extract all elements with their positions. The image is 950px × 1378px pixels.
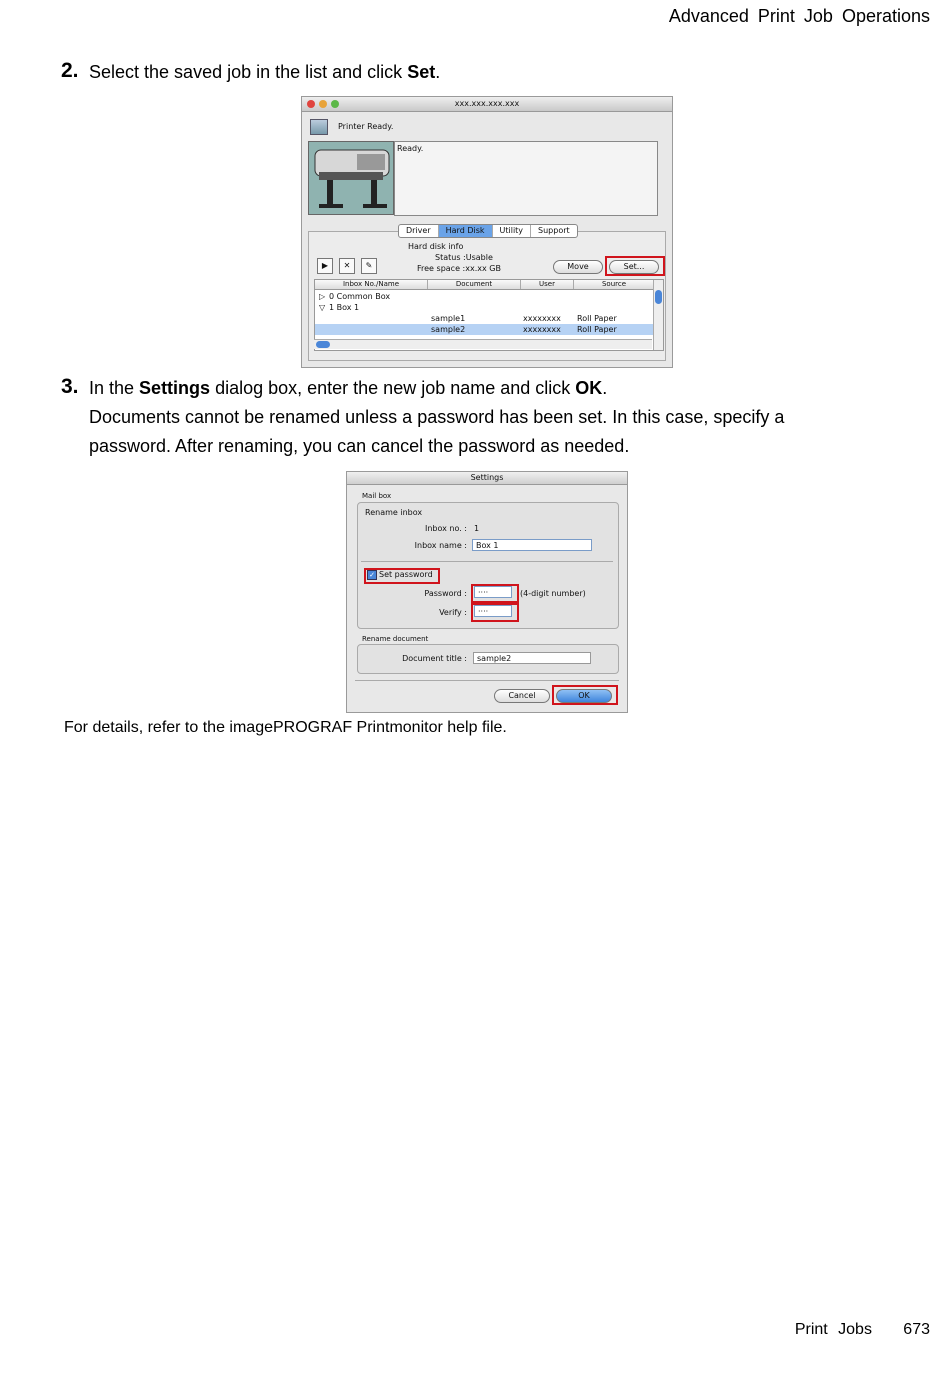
status-line: Status :Usable bbox=[435, 253, 493, 262]
set-password-checkbox[interactable] bbox=[367, 570, 377, 580]
step-2-text-bold: Set bbox=[407, 62, 436, 82]
free-space-line: Free space :xx.xx GB bbox=[417, 264, 501, 273]
mail-box-label: Mail box bbox=[362, 492, 392, 500]
cancel-button[interactable]: Cancel bbox=[494, 689, 550, 703]
help-note: For details, refer to the imagePROGRAF Printmonitor help file. bbox=[64, 719, 507, 736]
horizontal-scrollbar[interactable] bbox=[314, 339, 652, 349]
password-label: Password : bbox=[424, 589, 467, 598]
status-message-box bbox=[394, 141, 658, 216]
delete-job-button[interactable] bbox=[339, 258, 355, 274]
step-3-text-post: . bbox=[602, 378, 608, 398]
row-source: Roll Paper bbox=[577, 314, 617, 323]
dialog-title: Settings bbox=[347, 472, 627, 485]
tab-support[interactable]: Support bbox=[538, 226, 570, 235]
checkmark-icon: ✓ bbox=[369, 571, 375, 579]
footer-section: Print Jobs bbox=[794, 1321, 872, 1338]
printer-status-text: Printer Ready. bbox=[338, 122, 394, 131]
tab-utility[interactable]: Utility bbox=[493, 225, 532, 237]
set-password-label: Set password bbox=[379, 570, 433, 579]
document-title-input[interactable]: sample2 bbox=[473, 652, 591, 664]
row-user: xxxxxxxx bbox=[523, 314, 561, 323]
window-title: xxx.xxx.xxx.xxx bbox=[454, 99, 520, 108]
tab-driver[interactable]: Driver bbox=[399, 225, 439, 237]
job-list-header bbox=[315, 280, 663, 290]
job-list-row[interactable] bbox=[315, 313, 653, 324]
step-3-text bbox=[89, 378, 607, 399]
step-3-text-pre: In the bbox=[89, 378, 140, 398]
column-inbox[interactable]: Inbox No./Name bbox=[315, 280, 428, 289]
set-button[interactable]: Set... bbox=[609, 260, 659, 274]
row-user: xxxxxxxx bbox=[523, 325, 561, 334]
printmonitor-window bbox=[301, 96, 673, 368]
printer-illustration-icon bbox=[309, 142, 393, 214]
verify-label: Verify : bbox=[439, 608, 467, 617]
inbox-name-input[interactable]: Box 1 bbox=[472, 539, 592, 551]
column-document[interactable]: Document bbox=[428, 280, 521, 289]
inbox-name-label: Inbox name : bbox=[414, 541, 467, 550]
step-2-text-post: . bbox=[435, 62, 441, 82]
row-name: 0 Common Box bbox=[329, 292, 391, 301]
row-source: Roll Paper bbox=[577, 325, 617, 334]
step-3-text-mid: dialog box, enter the new job name and click bbox=[210, 378, 576, 398]
tab-hard-disk[interactable]: Hard Disk bbox=[439, 225, 493, 237]
printer-image bbox=[308, 141, 394, 215]
job-list-row[interactable] bbox=[315, 302, 653, 313]
password-hint: (4-digit number) bbox=[520, 589, 586, 598]
page-number: 673 bbox=[903, 1321, 930, 1338]
rename-inbox-label: Rename inbox bbox=[365, 508, 423, 517]
step-3-paragraph bbox=[89, 403, 784, 461]
move-button[interactable]: Move bbox=[553, 260, 603, 274]
preview-job-button[interactable] bbox=[361, 258, 377, 274]
collapse-triangle-icon[interactable]: ▽ bbox=[319, 303, 326, 312]
inbox-no-value: 1 bbox=[474, 524, 480, 533]
ok-button[interactable]: OK bbox=[556, 689, 612, 703]
horizontal-scroll-thumb[interactable] bbox=[316, 341, 330, 348]
column-source[interactable]: Source bbox=[574, 280, 655, 289]
step-2-number: 2. bbox=[61, 59, 79, 82]
step-3-text-bold-settings: Settings bbox=[139, 378, 211, 398]
divider bbox=[355, 680, 619, 681]
rename-document-label: Rename document bbox=[362, 635, 429, 643]
page-footer bbox=[795, 1321, 930, 1339]
document-title-label: Document title : bbox=[402, 654, 467, 663]
paragraph-line-2: password. After renaming, you can cancel the password as needed. bbox=[89, 436, 630, 456]
window-titlebar bbox=[302, 97, 672, 112]
step-2-text-pre: Select the saved job in the list and click bbox=[89, 62, 408, 82]
printer-status-icon bbox=[310, 119, 328, 135]
settings-dialog bbox=[346, 471, 628, 713]
divider bbox=[361, 561, 613, 562]
play-button[interactable] bbox=[317, 258, 333, 274]
vertical-scroll-thumb[interactable] bbox=[655, 290, 662, 304]
vertical-scrollbar[interactable] bbox=[653, 280, 663, 350]
running-header: Advanced Print Job Operations bbox=[668, 6, 930, 26]
column-user[interactable]: User bbox=[521, 280, 574, 289]
status-message-text: Ready. bbox=[397, 144, 424, 153]
tab-bar bbox=[398, 224, 578, 238]
expand-triangle-icon[interactable]: ▷ bbox=[319, 292, 326, 301]
hard-disk-info-label: Hard disk info bbox=[408, 242, 464, 251]
step-3-number: 3. bbox=[61, 375, 79, 398]
row-document: sample1 bbox=[431, 314, 466, 323]
delete-icon: ✕ bbox=[343, 261, 351, 270]
inbox-no-label: Inbox no. : bbox=[424, 524, 467, 533]
verify-input[interactable]: ···· bbox=[474, 605, 512, 617]
row-document: sample2 bbox=[431, 325, 466, 334]
preview-icon: ✎ bbox=[365, 261, 373, 270]
step-3-text-bold-ok: OK bbox=[575, 378, 603, 398]
step-2-text bbox=[89, 62, 440, 83]
job-list-row[interactable] bbox=[315, 291, 653, 302]
job-list-row-selected[interactable] bbox=[315, 324, 653, 335]
row-name: 1 Box 1 bbox=[329, 303, 360, 312]
play-icon: ▶ bbox=[321, 261, 329, 270]
password-input[interactable]: ···· bbox=[474, 586, 512, 598]
paragraph-line-1: Documents cannot be renamed unless a password has been set. In this case, specify a bbox=[89, 407, 785, 427]
